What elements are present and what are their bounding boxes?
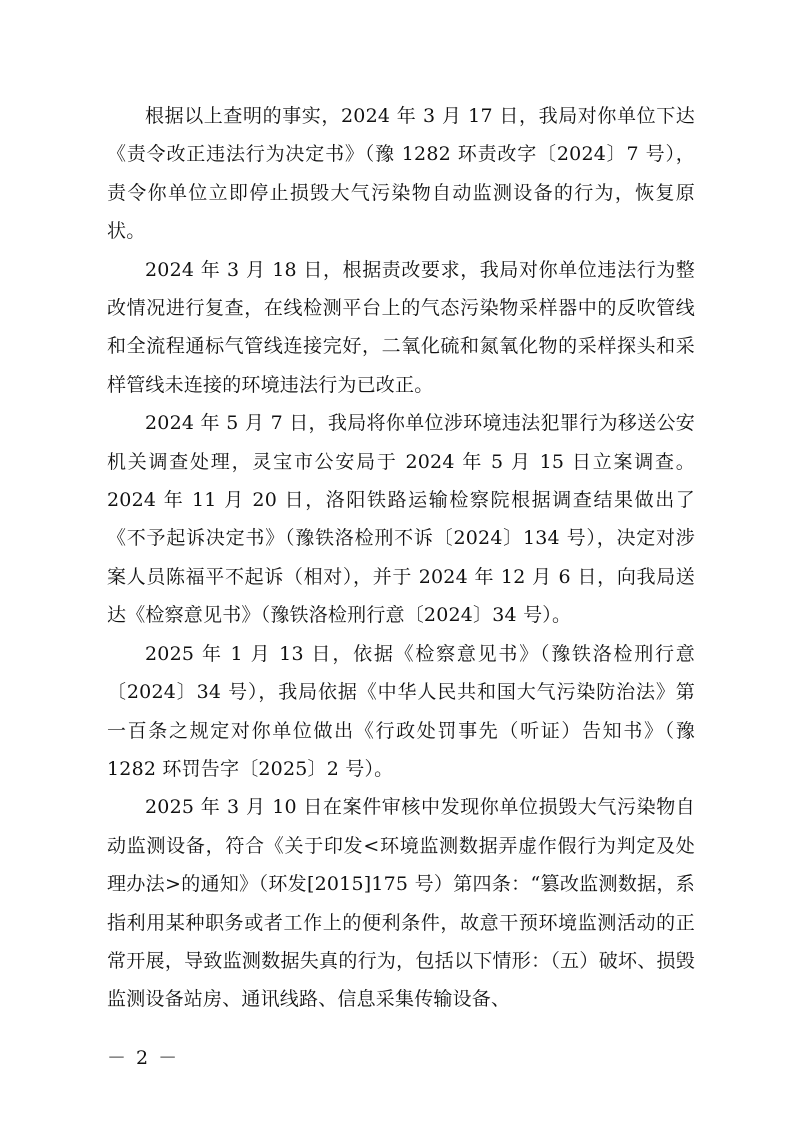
paragraph-3: 2024 年 5 月 7 日，我局将你单位涉环境违法犯罪行为移送公安机关调查处理，灵宝市公安局于 2024 年 5 月 15 日立案调查。2024 年 11 月 20 日，洛阳铁路运输检察院根据调查结果做出了《不予起诉决定书》（豫铁洛检刑不诉〔2024〕134 号），决定对涉案人员陈福平不起诉（相对），并于 2024 年 12 月 6 日，向我局送达《检察意见书》（豫铁洛检刑行意〔2024〕34 号）。	[107, 412, 695, 627]
paragraph-4: 2025 年 1 月 13 日，依据《检察意见书》（豫铁洛检刑行意〔2024〕34 号），我局依据《中华人民共和国大气污染防治法》第一百条之规定对你单位做出《行政处罚事先（听证）告知书》（豫 1282 环罚告字〔2025〕2 号）。	[107, 642, 695, 780]
document-body	[107, 97, 695, 1019]
page-number: － 2 －	[107, 1047, 180, 1069]
paragraph-1: 根据以上查明的事实，2024 年 3 月 17 日，我局对你单位下达《责令改正违法行为决定书》（豫 1282 环责改字〔2024〕7 号），责令你单位立即停止损毁大气污染物自动监测设备的行为，恢复原状。	[107, 105, 695, 243]
paragraph-5: 2025 年 3 月 10 日在案件审核中发现你单位损毁大气污染物自动监测设备，符合《关于印发<环境监测数据弄虚作假行为判定及处理办法>的通知》（环发[2015]175 号）第四条：“篡改监测数据，系指利用某种职务或者工作上的便利条件，故意干预环境监测活动的正常开展，导致监测数据失真的行为，包括以下情形：（五）破坏、损毁监测设备站房、通讯线路、信息采集传输设备、	[107, 796, 695, 1011]
paragraph-2: 2024 年 3 月 18 日，根据责改要求，我局对你单位违法行为整改情况进行复查，在线检测平台上的气态污染物采样器中的反吹管线和全流程通标气管线连接完好，二氧化硫和氮氧化物的采样探头和采样管线未连接的环境违法行为已改正。	[107, 258, 695, 396]
